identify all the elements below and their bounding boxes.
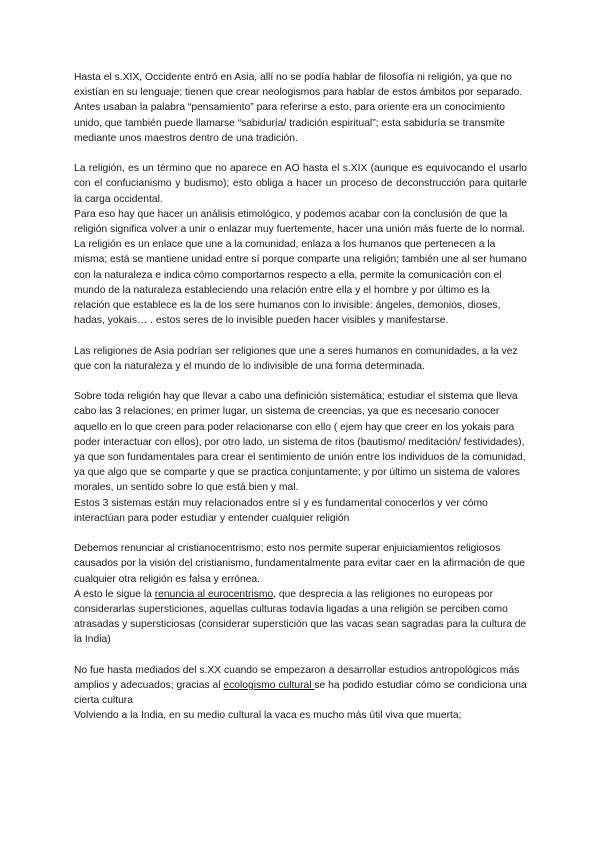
paragraph-spacer [74, 648, 527, 663]
paragraph-9: Debemos renunciar al cristianocentrismo; esto nos permite superar enjuiciamientos religiosos causados por la visión del cristianismo, fundamentalmente para evitar caer en la afirmación de que cualquier otra religión es falsa y errónea. [74, 543, 526, 585]
document-body [74, 70, 527, 724]
paragraph-4: Para eso hay que hacer un análisis etimológico, y podemos acabar con la conclusión de que la religión significa volver a unir o enlazar muy fuertemente, hacer una unión más fuerte de lo normal. [74, 208, 526, 236]
underlined-term-ecologismo: ecologismo cultural [223, 680, 315, 692]
paragraph-5: La religión es un enlace que une a la comunidad, enlaza a los humanos que pertenecen a la misma; está se mantiene unidad entre sí porque comparte una religión; también une al ser humano con la naturaleza e indica cómo comportarnos respecto a ella, permite la comunicación con el mundo de la naturaleza estableciendo una relación entre ella y el hombre y por último es la relación que establece es la de los sere humanos con lo invisible: ángeles, demonios, dioses, hadas, yokais… . estos seres de lo invisible pueden hacer visibles y manifestarse. [74, 239, 527, 327]
paragraph-11-lead: No fue hasta mediados del s.XX cuando se empezaron a desarrollar estudios antropológicos más amplios y adecuados; gracias al [74, 664, 520, 692]
paragraph-spacer [74, 374, 527, 389]
paragraph-11 [74, 663, 527, 709]
paragraph-8: Estos 3 sistemas están muy relacionados entre sí y es fundamental conocerlos y ver cómo interactúan para poder estudiar y entender cualquier religión [74, 497, 488, 524]
paragraph-spacer [74, 526, 527, 541]
paragraph-1: Hasta el s.XIX, Occidente entró en Asia, allí no se podía hablar de filosofía ni religión, ya que no existían en su lenguaje; tienen que crear neologismos para hablar de estos ámbitos por separado. [74, 72, 523, 99]
paragraph-10-rest: , que desprecia a las religiones no europeas por considerarlas supersticiones, aquellas culturas todavía ligadas a una religión se perciben como atrasadas y supersticiosas (considerar superstición que las vacas sean sagradas para la cultura de la India) [74, 588, 527, 646]
paragraph-6: Las religiones de Asia podrían ser religiones que une a seres humanos en comunidades, a la vez que con la naturaleza y el mundo de lo indivisible de una forma determinada. [74, 345, 518, 372]
paragraph-11-rest: se ha podido estudiar cómo se condiciona una cierta cultura [74, 680, 527, 707]
paragraph-3: La religión, es un término que no aparece en AO hasta el s.XIX (aunque es equivocando el usarlo con el confucianismo y budismo); esto obliga a hacer un proceso de deconstrucción para quitarle la carga occidental. [74, 163, 527, 205]
paragraph-10-lead: A esto le sigue la [74, 588, 155, 600]
paragraph-2: Antes usaban la palabra “pensamiento” para referirse a esto, para oriente era un conocimiento unido, que también puede llamarse “sabiduría/ tradición espiritual”; esta sabiduría se transmite mediante unos maestros dentro de una tradición. [74, 102, 506, 144]
paragraph-spacer [74, 146, 527, 161]
underlined-term-eurocentrismo: renuncia al eurocentrismo [154, 588, 274, 600]
paragraph-7: Sobre toda religión hay que llevar a cabo una definición sistemática; estudiar el sistema que lleva cabo las 3 relaciones; en primer lugar, un sistema de creencias, ya que es necesario conocer aquello en lo que creen para poder relacionarse con ello ( ejem hay que creer en los yokais para poder interactuar con ellos), por otro lado, un sistema de ritos (bautismo/ meditación/ festividades), ya que son fundamentales para crear el sentimiento de unión entre los individuos de la comunidad, ya que algo que se comparte y que se practica conjuntamente; y por último un sistema de valores morales, un sentido sobre lo que está bien y mal. [74, 391, 526, 494]
paragraph-10 [74, 587, 527, 648]
paragraph-12: Volviendo a la India, en su medio cultural la vaca es mucho más útil viva que muerta; [74, 710, 462, 722]
paragraph-spacer [74, 328, 527, 343]
